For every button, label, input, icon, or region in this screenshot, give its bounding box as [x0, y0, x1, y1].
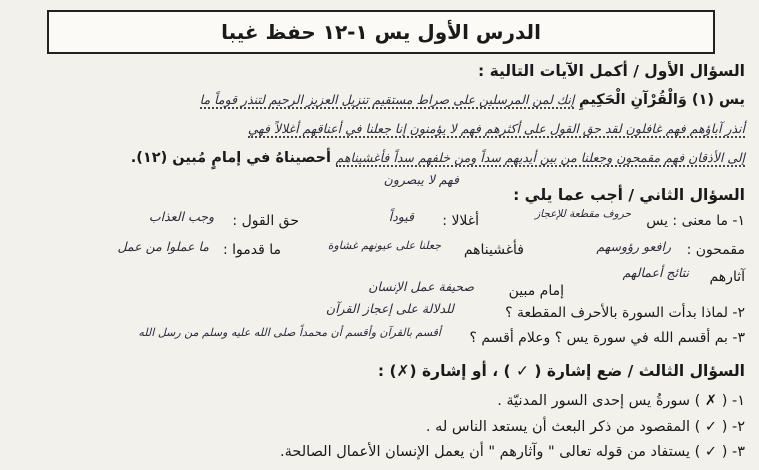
q1-handwriting-line1: إنك لمن المرسلين على صراط مستقيم تنزيل العزيز الرحيم لتنذر قوماً ما	[199, 92, 575, 107]
q2-qaddamu-label: ما قدموا :	[222, 242, 281, 258]
q2-item1-label: ١- ما معنى : يس	[646, 213, 745, 229]
q2-aghlal-label: أغلالا :	[442, 213, 479, 229]
q2-item3-answer: أقسم بالقرآن وأقسم أن محمداً صلى الله عليه وسلم من رسل الله	[138, 326, 441, 339]
q2-imam-label: إمام مبين	[508, 283, 564, 299]
q2-atharahum-label: آثارهم	[709, 269, 745, 285]
q1-handwriting-line2: أنذر آباؤهم فهم غافلون لقد حق القول على أكثرهم فهم لا يؤمنون إنا جعلنا في أعناقهم أغلالاً فهي	[247, 121, 745, 136]
q1-line3	[131, 150, 745, 167]
q2-muqmahun-label: مقمحون :	[686, 242, 745, 258]
q1-printed-start: يس (١) وَالْقُرْآنِ الْحَكِيمِ	[578, 92, 745, 108]
background-watermark	[0, 300, 10, 333]
q2-item2-question: ٢- لماذا بدأت السورة بالأحرف المقطعة ؟	[505, 305, 745, 321]
q1-line1	[200, 92, 745, 109]
q3-item3: ٣- ( ✓ ) يستفاد من قوله تعالى " وآثارهم " أن يعمل الإنسان الأعمال الصالحة.	[280, 444, 745, 460]
q3-heading: السؤال الثالث / ضع إشارة ( ✓ ) ، أو إشارة (✗) :	[377, 362, 745, 380]
q3-item1: ١- ( ✗ ) سورةُ يس إحدى السور المدنيّة .	[497, 393, 745, 409]
q2-haq-label: حق القول :	[232, 213, 299, 229]
q1-heading: السؤال الأول / أكمل الآيات التالية :	[477, 62, 745, 80]
q1-handwriting-line3: إلى الأذقان فهم مقمحون وجعلنا من بين أيديهم سداً ومن خلفهم سداً فأغشيناهم	[335, 150, 745, 165]
q1-line2	[248, 121, 745, 138]
q2-imam-answer: صحيفة عمل الإنسان	[368, 279, 474, 294]
q2-heading: السؤال الثاني / أجب عما يلي :	[513, 186, 745, 204]
q2-haq-answer: وجب العذاب	[148, 209, 214, 224]
lesson-title: الدرس الأول يس ١-١٢ حفظ غيبا	[47, 10, 715, 54]
q2-aghshayna-answer: جعلنا على عيونهم غشاوة	[327, 239, 441, 252]
q3-item2: ٢- ( ✓ ) المقصود من ذكر البعث أن يستعد الناس له .	[425, 419, 745, 435]
q2-atharahum-answer: نتائج أعمالهم	[622, 265, 689, 280]
q2-item2-answer: للدلالة على إعجاز القرآن	[325, 301, 454, 316]
q2-qaddamu-answer: ما عملوا من عمل	[117, 239, 209, 254]
q1-handwriting-line4: فهم لا يبصرون	[383, 172, 459, 187]
q2-item3-question: ٣- بم أقسم الله في سورة يس ؟ وعلام أقسم ؟	[469, 330, 745, 346]
q2-aghlal-answer: قيوداً	[388, 209, 414, 224]
q1-printed-end: أحصيناهُ في إمامٍ مُبين (١٢).	[130, 150, 332, 166]
q2-muqmahun-answer: رافعو رؤوسهم	[596, 239, 671, 254]
q2-item1-answer: حروف مقطعة للإعجاز	[535, 208, 631, 220]
q2-aghshayna-label: فأغشيناهم	[463, 242, 524, 258]
